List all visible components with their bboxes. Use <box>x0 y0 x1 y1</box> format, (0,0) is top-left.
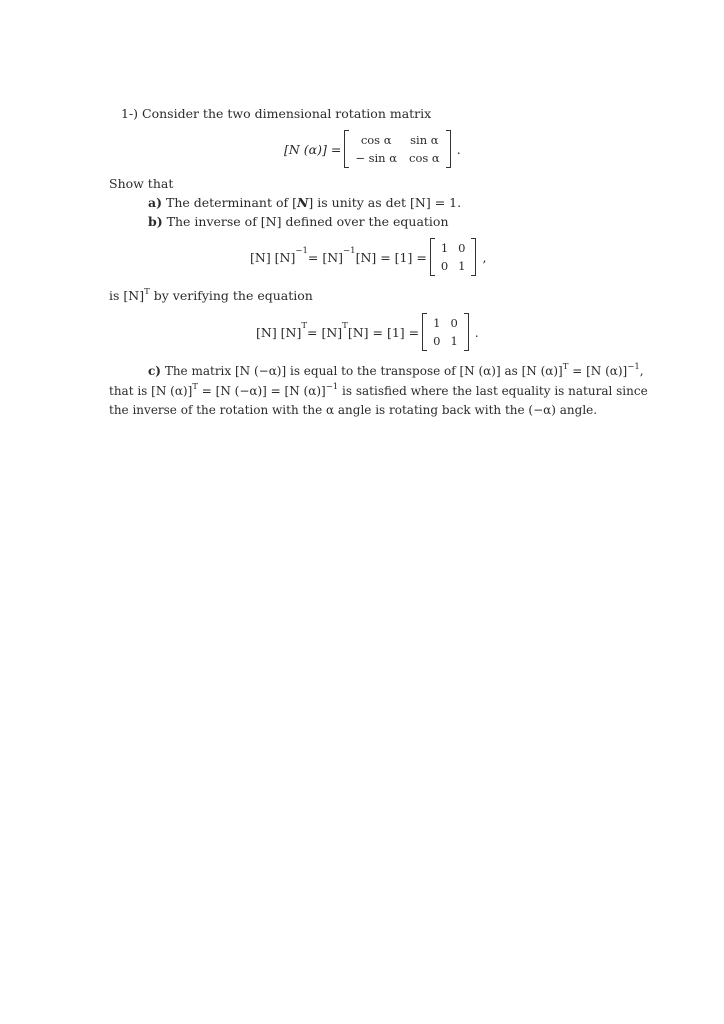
matrix-cell: 0 <box>450 316 458 330</box>
inverse-equation: [N] [N] −1 = [N] −1 [N] = [1] = 1 0 0 1 , <box>250 238 486 276</box>
part-c-line1: c) The matrix [N (−α)] is equal to the transpose of [N (α)] as [N (α)]$^T$ = [N (α)]$^{-1}$, <box>148 362 644 378</box>
matrix-cell: 0 <box>440 259 449 273</box>
show-that-text: Show that <box>109 176 174 191</box>
identity-matrix <box>430 238 477 276</box>
matrix-cell: 1 <box>458 259 466 273</box>
matrix-cell: − sin α <box>355 151 398 165</box>
right-bracket <box>446 130 451 168</box>
rotation-matrix-equation: [N (α)] = cos α sin α − sin α cos α . <box>284 130 461 168</box>
eq1-lhs: [N (α)] = <box>284 141 342 157</box>
transpose-equation: [N] [N] T = [N] T [N] = [1] = 1 0 0 1 . <box>256 313 479 351</box>
matrix-cell: 0 <box>458 241 466 255</box>
rotation-matrix <box>344 130 450 168</box>
right-bracket <box>471 238 476 276</box>
matrix-cell: sin α <box>410 133 439 147</box>
matrix-cell: cos α <box>409 151 440 165</box>
matrix-cell: 1 <box>440 241 449 255</box>
right-bracket <box>464 313 469 351</box>
part-c-line2: that is [N (α)]$^T$ = [N (−α)] = [N (α)]$^{-1}$ is satisfied where the last equality is natural since <box>109 382 648 398</box>
part-c-line3: the inverse of the rotation with the α angle is rotating back with the (−α) angle. <box>109 403 598 417</box>
matrix-cell: 0 <box>433 334 441 348</box>
transpose-statement: is $[N]^T$ by verifying the equation <box>109 287 313 303</box>
matrix-cell: 1 <box>433 316 441 330</box>
problem-intro: 1-) Consider the two dimensional rotation matrix <box>121 106 432 121</box>
matrix-cell: 1 <box>450 334 458 348</box>
part-b: b) The inverse of [N] defined over the equation <box>148 214 449 229</box>
identity-matrix <box>422 313 469 351</box>
part-a: a) The determinant of [N] is unity as det [N] = 1. <box>148 195 462 210</box>
matrix-cell: cos α <box>360 133 392 147</box>
